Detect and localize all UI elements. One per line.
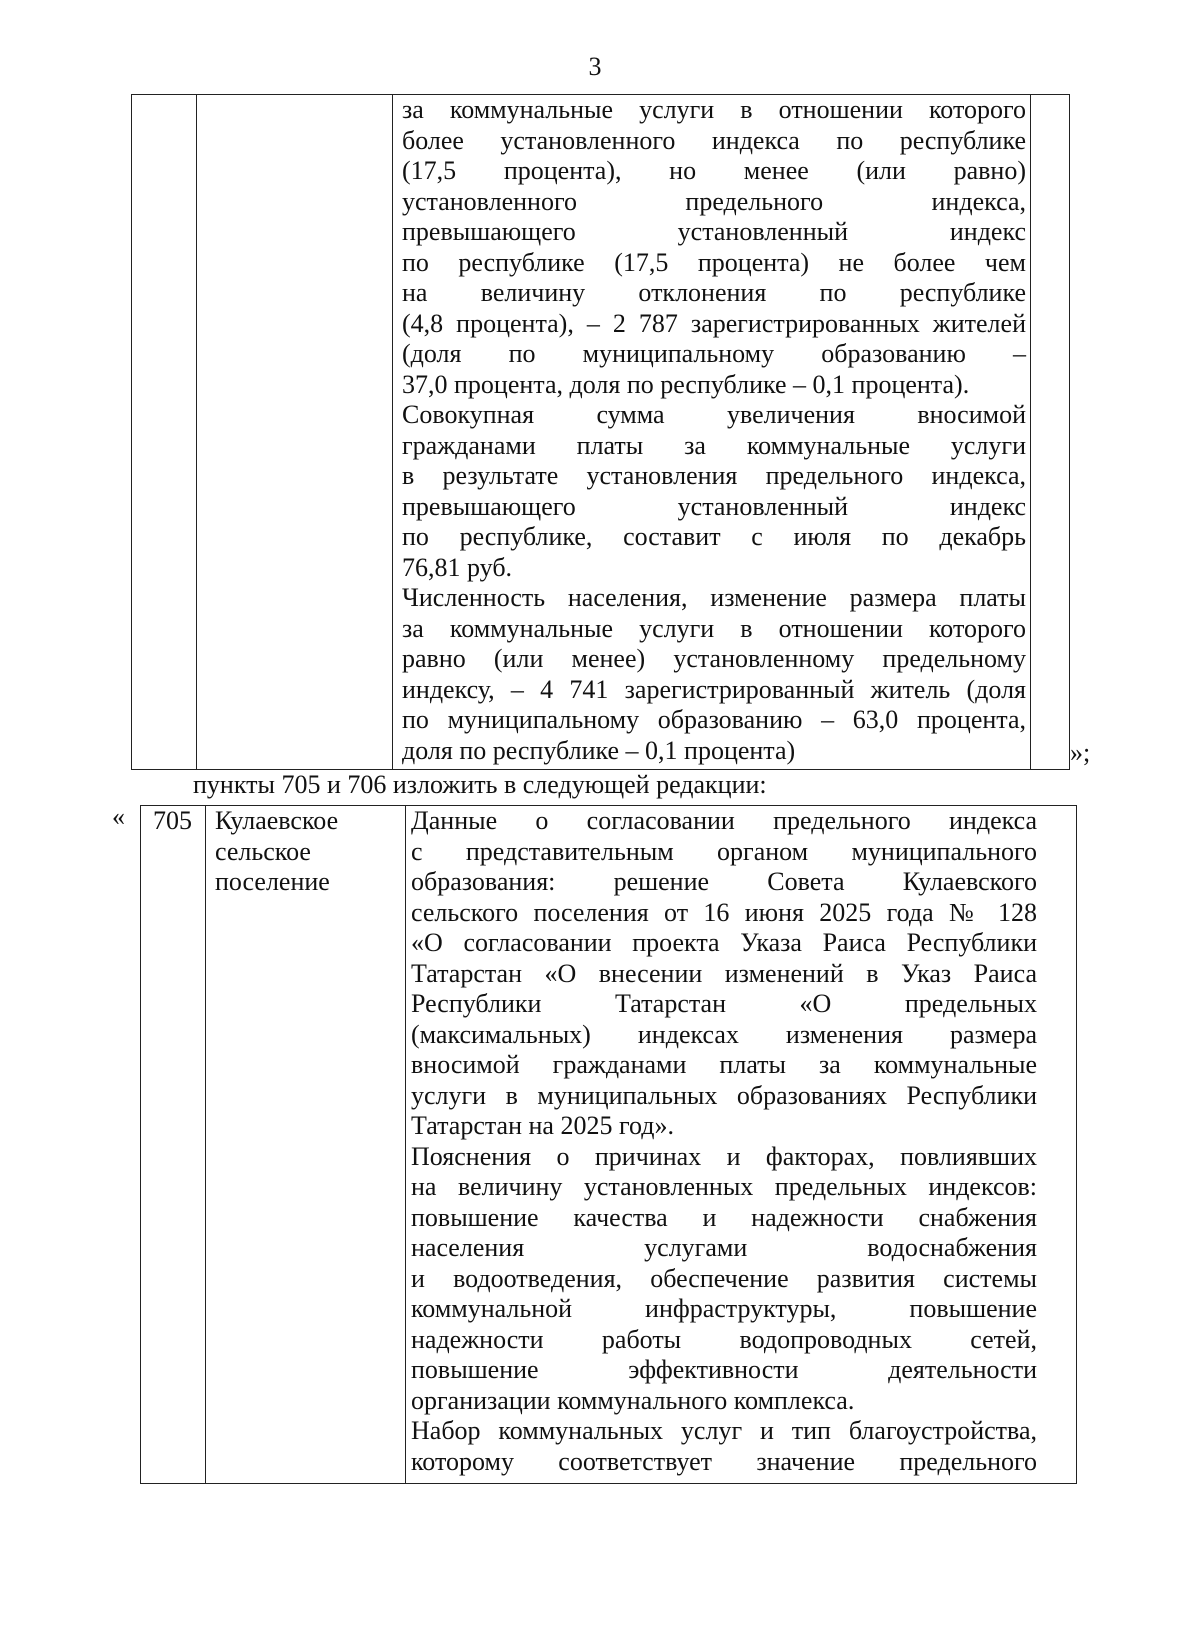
- municipality-cell: [215, 806, 401, 898]
- text-line: услуги в муниципальных образованиях Республики: [411, 1080, 1037, 1110]
- text-line: более установленного индекса по республике: [402, 125, 1026, 155]
- text-line: по республике, составит с июля по декабрь: [402, 522, 1026, 551]
- text-line: повышение качества и надежности снабжения: [411, 1202, 1037, 1232]
- table-column-divider: [1030, 95, 1031, 769]
- text-line: превышающего установленный индекс: [402, 491, 1026, 521]
- text-line: сельского поселения от 16 июня 2025 года № 128: [411, 897, 1037, 927]
- text-line: доля по республике – 0,1 процента): [402, 735, 796, 765]
- text-line: с представительным органом муниципального: [411, 836, 1037, 866]
- row-number: 705: [153, 806, 192, 835]
- text-line: за коммунальные услуги в отношении которого: [402, 95, 1026, 124]
- table-column-divider: [205, 806, 206, 1483]
- text-line: (максимальных) индексах изменения размера: [411, 1019, 1037, 1049]
- page-number: 3: [588, 52, 602, 81]
- text-line: Республики Татарстан «О предельных: [411, 989, 1037, 1018]
- text-line: коммунальной инфраструктуры, повышение: [411, 1294, 1037, 1323]
- text-line: в результате установления предельного индекса,: [402, 461, 1026, 490]
- text-line: превышающего установленный индекс: [402, 217, 1026, 246]
- table-new-items: [140, 805, 1077, 1484]
- table-column-divider: [405, 806, 406, 1483]
- text-line: установленного предельного индекса,: [402, 186, 1026, 216]
- text-line: Кулаевское: [215, 806, 339, 835]
- text-line: индексу, – 4 741 зарегистрированный житель (доля: [402, 674, 1026, 704]
- text-line: населения услугами водоснабжения: [411, 1233, 1037, 1262]
- text-line: равно (или менее) установленному предельному: [402, 644, 1026, 673]
- text-line: (доля по муниципальному образованию –: [402, 339, 1026, 368]
- table-column-divider: [392, 95, 393, 769]
- text-line: надежности работы водопроводных сетей,: [411, 1324, 1037, 1354]
- text-line: Пояснения о причинах и факторах, повлиявших: [411, 1141, 1037, 1171]
- closing-quote-mark: »;: [1070, 738, 1091, 767]
- text-line: 37,0 процента, доля по республике – 0,1 процента).: [402, 369, 970, 399]
- text-line: (4,8 процента), – 2 787 зарегистрированных жителей: [402, 308, 1026, 338]
- text-line: на величину отклонения по республике: [402, 278, 1026, 307]
- text-line: образования: решение Совета Кулаевского: [411, 867, 1037, 896]
- text-line: Татарстан на 2025 год».: [411, 1111, 674, 1140]
- text-line: Совокупная сумма увеличения вносимой: [402, 400, 1026, 429]
- text-line: которому соответствует значение предельного: [411, 1446, 1037, 1476]
- text-line: 76,81 руб.: [402, 552, 513, 582]
- text-line: повышение эффективности деятельности: [411, 1355, 1037, 1384]
- table-cell-description: [411, 806, 1037, 1477]
- text-line: поселение: [215, 867, 330, 896]
- instruction-text: пункты 705 и 706 изложить в следующей редакции:: [193, 770, 767, 799]
- text-line: вносимой гражданами платы за коммунальные: [411, 1050, 1037, 1079]
- text-line: и водоотведения, обеспечение развития системы: [411, 1263, 1037, 1293]
- text-line: по муниципальному образованию – 63,0 процента,: [402, 705, 1026, 734]
- opening-quote-mark: «: [112, 802, 125, 831]
- text-line: по республике (17,5 процента) не более чем: [402, 247, 1026, 277]
- text-line: (17,5 процента), но менее (или равно): [402, 156, 1026, 185]
- text-line: Данные о согласовании предельного индекса: [411, 806, 1037, 835]
- text-line: на величину установленных предельных индексов:: [411, 1172, 1037, 1201]
- text-line: Набор коммунальных услуг и тип благоустройства,: [411, 1416, 1037, 1445]
- row-number-cell: [153, 806, 203, 837]
- text-line: за коммунальные услуги в отношении которого: [402, 613, 1026, 643]
- text-line: сельское: [215, 836, 311, 866]
- text-line: Численность населения, изменение размера платы: [402, 583, 1026, 612]
- text-line: организации коммунального комплекса.: [411, 1385, 855, 1415]
- text-line: Татарстан «О внесении изменений в Указ Раиса: [411, 958, 1037, 988]
- text-line: «О согласовании проекта Указа Раиса Республики: [411, 928, 1037, 957]
- table-column-divider: [196, 95, 197, 769]
- text-line: гражданами платы за коммунальные услуги: [402, 430, 1026, 460]
- table-cell-description: [402, 95, 1026, 766]
- table-continuation: [131, 94, 1070, 770]
